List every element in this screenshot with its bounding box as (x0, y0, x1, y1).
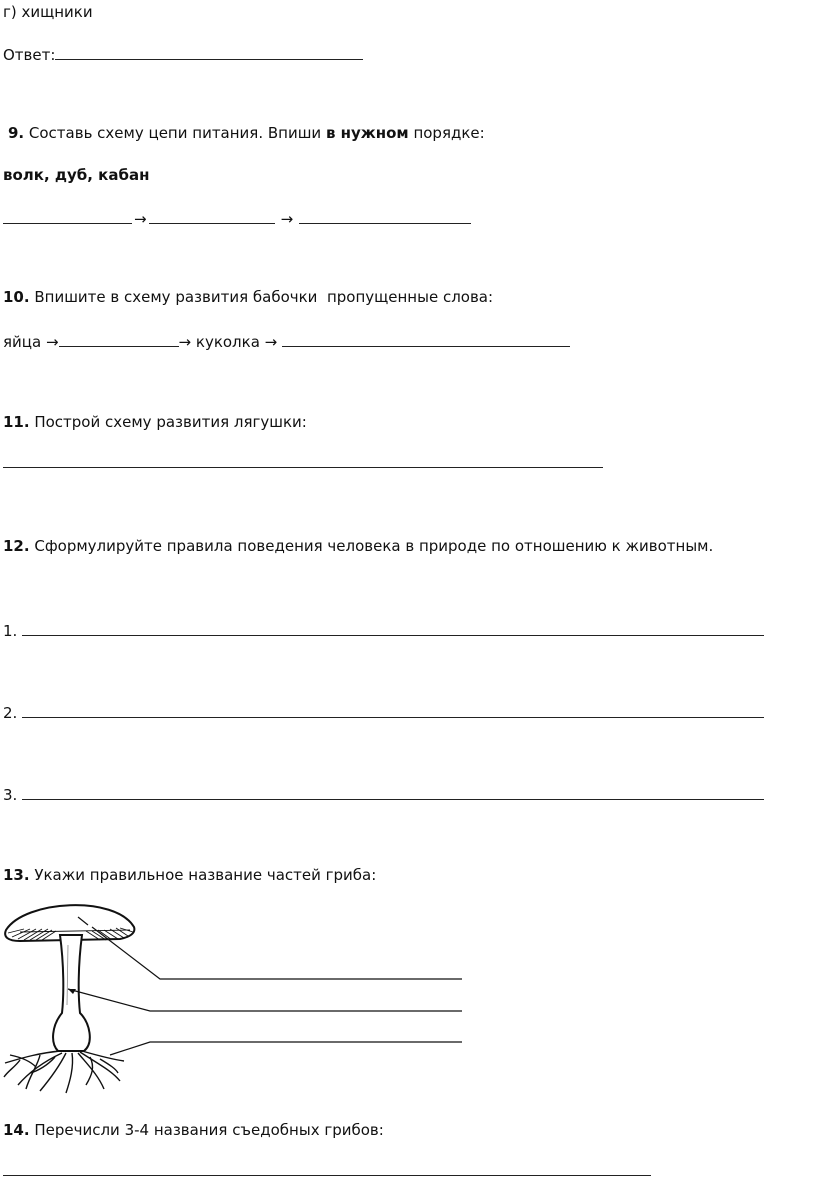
question-text: Сформулируйте правила поведения человека в природе по отношению к животным. (29, 537, 714, 555)
food-chain-words-text: волк, дуб, кабан (3, 166, 150, 184)
question-number: 10. (3, 288, 30, 306)
rule-blank-3[interactable] (22, 784, 764, 800)
pointer-line-3 (110, 1042, 462, 1055)
question-13 (3, 866, 376, 884)
rule-row-3 (3, 784, 764, 804)
mushroom-diagram (0, 895, 470, 1100)
food-chain-blank-1[interactable] (3, 208, 132, 224)
answer-blank[interactable] (55, 44, 363, 60)
answer-label: Ответ: (3, 46, 56, 64)
pointer-line-1 (92, 927, 462, 979)
mycelium-icon (4, 1051, 124, 1093)
question-emphasis: в нужном (325, 124, 409, 142)
butterfly-blank-2[interactable] (282, 331, 570, 347)
frog-answer-row (3, 452, 603, 472)
question-12 (3, 537, 713, 555)
question-11 (3, 413, 307, 431)
question-10 (3, 288, 493, 306)
arrow-icon: → (134, 210, 147, 228)
rule-number: 3. (3, 786, 18, 804)
rule-number: 1. (3, 622, 18, 640)
stage-pupa: куколка (191, 333, 265, 351)
question-text: Впишите в схему развития бабочки пропущенные слова: (29, 288, 494, 306)
food-chain-row (3, 208, 471, 228)
butterfly-row (3, 331, 570, 351)
question-9 (8, 124, 485, 142)
question-text-end: порядке: (408, 124, 485, 142)
question-text: Укажи правильное название частей гриба: (29, 866, 377, 884)
question-text: Составь схему цепи питания. Впиши (24, 124, 326, 142)
arrow-icon: → (264, 333, 278, 351)
question-number: 12. (3, 537, 30, 555)
question-14 (3, 1121, 384, 1139)
question-number: 14. (3, 1121, 30, 1139)
question-text: Построй схему развития лягушки: (29, 413, 307, 431)
stage-eggs: яйца (3, 333, 46, 351)
rule-row-2 (3, 702, 764, 722)
food-chain-words (3, 166, 149, 184)
question-text: Перечисли 3-4 названия съедобных грибов: (29, 1121, 384, 1139)
butterfly-blank-1[interactable] (59, 331, 179, 347)
mushrooms-blank[interactable] (3, 1160, 651, 1176)
rule-row-1 (3, 620, 764, 640)
pointer-line-2 (68, 989, 462, 1011)
question-number: 11. (3, 413, 30, 431)
frog-blank[interactable] (3, 452, 603, 468)
rule-blank-1[interactable] (22, 620, 764, 636)
food-chain-blank-2[interactable] (149, 208, 275, 224)
question-number: 13. (3, 866, 30, 884)
rule-blank-2[interactable] (22, 702, 764, 718)
rule-number: 2. (3, 704, 18, 722)
food-chain-blank-3[interactable] (299, 208, 471, 224)
arrow-icon: → (178, 333, 192, 351)
answer-row (3, 44, 363, 64)
mushrooms-answer-row (3, 1160, 651, 1180)
previous-option: г) хищники (3, 3, 93, 21)
question-number: 9. (8, 124, 25, 142)
arrow-icon: → (45, 333, 59, 351)
arrow-icon: → (280, 210, 294, 228)
